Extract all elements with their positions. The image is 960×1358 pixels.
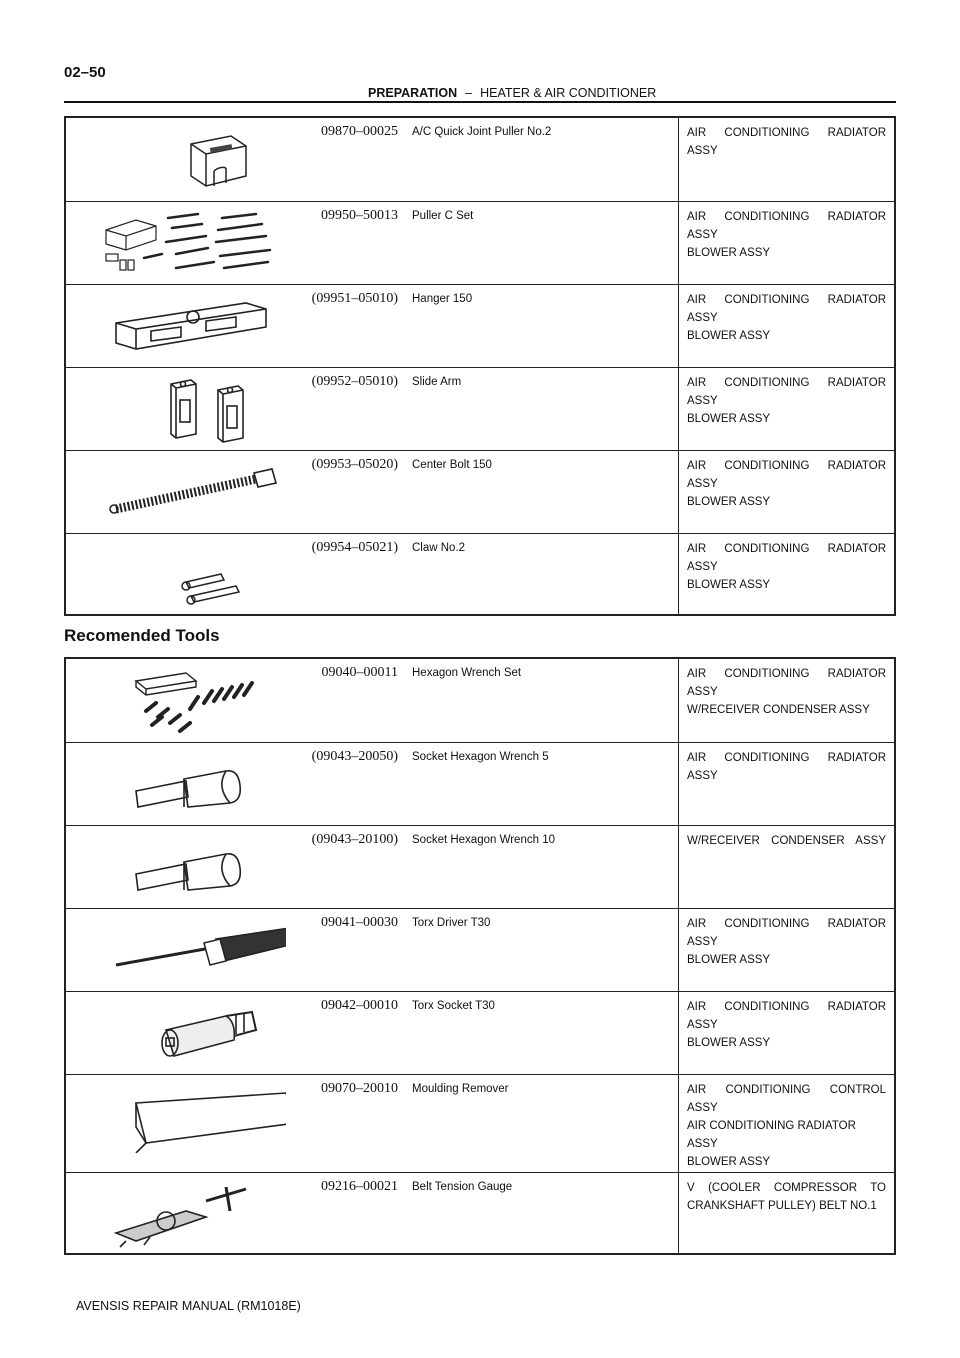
usage-line: W/RECEIVER CONDENSER ASSY — [687, 704, 870, 716]
part-number: 09041–00030 — [306, 908, 406, 991]
footer: AVENSIS REPAIR MANUAL (RM1018E) — [76, 1299, 301, 1313]
socket-hex-wrench-icon — [65, 742, 306, 825]
usage-line: ASSY — [687, 477, 718, 490]
usage-line: AIR CONDITIONING RADIATOR — [687, 917, 886, 930]
usage-line: AIR CONDITIONING RADIATOR — [687, 127, 886, 139]
usage-line: AIR CONDITIONING RADIATOR — [687, 459, 886, 472]
tool-name: Torx Driver T30 — [406, 908, 679, 991]
usage-line: ASSY — [687, 769, 718, 782]
table-row — [65, 1074, 895, 1172]
part-number: 09070–20010 — [306, 1074, 406, 1172]
tool-usage — [679, 201, 896, 284]
sst-table — [64, 116, 896, 616]
part-number: 09040–00011 — [306, 658, 406, 742]
usage-line: AIR CONDITIONING RADIATOR — [687, 376, 886, 389]
tool-usage — [679, 908, 896, 991]
tool-name: Socket Hexagon Wrench 5 — [406, 742, 679, 825]
usage-line: ASSY — [687, 1137, 718, 1150]
tool-usage — [679, 1172, 896, 1254]
part-number: (09043–20100) — [306, 825, 406, 908]
table-row — [65, 284, 895, 367]
usage-line: BLOWER ASSY — [687, 329, 771, 342]
part-number: (09954–05021) — [311, 539, 398, 555]
usage-line: V (COOLER COMPRESSOR TO — [687, 1181, 886, 1194]
usage-line: CRANKSHAFT PULLEY) BELT NO.1 — [687, 1199, 877, 1212]
tool-usage — [679, 450, 896, 533]
part-number: (09952–05010) — [306, 367, 406, 450]
usage-line: AIR CONDITIONING RADIATOR — [687, 1119, 856, 1132]
hex-wrench-set-icon — [65, 658, 306, 742]
tool-name: Slide Arm — [406, 367, 679, 450]
center-bolt-icon — [65, 450, 306, 533]
part-number: (09951–05010) — [306, 284, 406, 367]
tool-usage — [679, 991, 896, 1074]
usage-line: ASSY — [687, 394, 718, 407]
tool-usage — [679, 367, 896, 450]
torx-socket-icon — [65, 991, 306, 1074]
tool-usage — [679, 1074, 896, 1172]
hanger-icon — [65, 284, 306, 367]
part-number: 09216–00021 — [321, 1178, 398, 1194]
tool-name: Moulding Remover — [406, 1074, 679, 1172]
socket-hex-wrench-icon — [65, 825, 306, 908]
usage-line: W/RECEIVER CONDENSER ASSY — [687, 834, 886, 847]
torx-driver-icon — [65, 908, 306, 991]
table-row — [65, 658, 895, 742]
tool-name: Puller C Set — [406, 201, 679, 284]
table-row — [65, 908, 895, 991]
usage-line: ASSY — [687, 1101, 718, 1114]
table-row — [65, 450, 895, 533]
tool-usage — [679, 284, 896, 367]
tool-name: Hexagon Wrench Set — [406, 658, 679, 742]
usage-line: AIR CONDITIONING RADIATOR — [687, 542, 886, 555]
tool-name: Socket Hexagon Wrench 10 — [406, 825, 679, 908]
recommended-tools-table — [64, 657, 896, 1255]
usage-line: ASSY — [687, 145, 718, 157]
part-number: (09953–05020) — [306, 450, 406, 533]
slide-arm-icon — [65, 367, 306, 450]
usage-line: BLOWER ASSY — [687, 246, 771, 259]
table-row — [65, 201, 895, 284]
usage-line: BLOWER ASSY — [687, 1036, 771, 1049]
usage-line: AIR CONDITIONING RADIATOR — [687, 668, 886, 680]
tool-usage — [679, 117, 896, 201]
claw-icon — [65, 533, 306, 615]
usage-line: ASSY — [687, 311, 718, 324]
table-row — [65, 1172, 895, 1254]
tool-usage — [679, 658, 896, 742]
tool-name: Belt Tension Gauge — [412, 1180, 513, 1193]
tool-name: A/C Quick Joint Puller No.2 — [406, 117, 679, 201]
part-number: 09042–00010 — [306, 991, 406, 1074]
moulding-remover-icon — [65, 1074, 306, 1172]
tool-usage — [679, 742, 896, 825]
usage-line: ASSY — [687, 560, 718, 573]
belt-tension-gauge-icon — [65, 1172, 306, 1254]
part-number: 09870–00025 — [306, 117, 406, 201]
part-number: 09950–50013 — [306, 201, 406, 284]
usage-line: ASSY — [687, 935, 718, 948]
tool-usage — [679, 533, 896, 615]
section-title: PREPARATION — [368, 86, 458, 100]
recommended-tools-heading: Recomended Tools — [64, 626, 220, 645]
usage-line: ASSY — [687, 1018, 718, 1031]
header-rule — [64, 101, 896, 103]
page-number: 02–50 — [64, 64, 106, 81]
usage-line: AIR CONDITIONING RADIATOR — [687, 210, 886, 223]
usage-line: BLOWER ASSY — [687, 953, 771, 966]
tool-name: Center Bolt 150 — [406, 450, 679, 533]
usage-line: BLOWER ASSY — [687, 412, 771, 425]
usage-line: AIR CONDITIONING CONTROL — [687, 1083, 886, 1096]
usage-line: BLOWER ASSY — [687, 1155, 771, 1168]
usage-line: BLOWER ASSY — [687, 578, 771, 591]
usage-line: AIR CONDITIONING RADIATOR — [687, 293, 886, 306]
table-row — [65, 991, 895, 1074]
table-row — [65, 825, 895, 908]
header-separator: – — [465, 86, 473, 100]
table-row — [65, 117, 895, 201]
usage-line: ASSY — [687, 686, 718, 698]
tool-name: Claw No.2 — [412, 541, 466, 554]
tool-name: Torx Socket T30 — [406, 991, 679, 1074]
tool-name: Hanger 150 — [406, 284, 679, 367]
part-number: (09043–20050) — [306, 742, 406, 825]
table-row — [65, 742, 895, 825]
page-header — [368, 86, 656, 100]
subsection-title: HEATER & AIR CONDITIONER — [480, 86, 657, 100]
table-row — [65, 533, 895, 615]
usage-line: ASSY — [687, 228, 718, 241]
usage-line: BLOWER ASSY — [687, 495, 771, 508]
table-row — [65, 367, 895, 450]
usage-line: AIR CONDITIONING RADIATOR — [687, 1000, 886, 1013]
usage-line: AIR CONDITIONING RADIATOR — [687, 751, 886, 764]
quick-joint-puller-icon — [65, 117, 306, 201]
puller-set-icon — [65, 201, 306, 284]
tool-usage — [679, 825, 896, 908]
